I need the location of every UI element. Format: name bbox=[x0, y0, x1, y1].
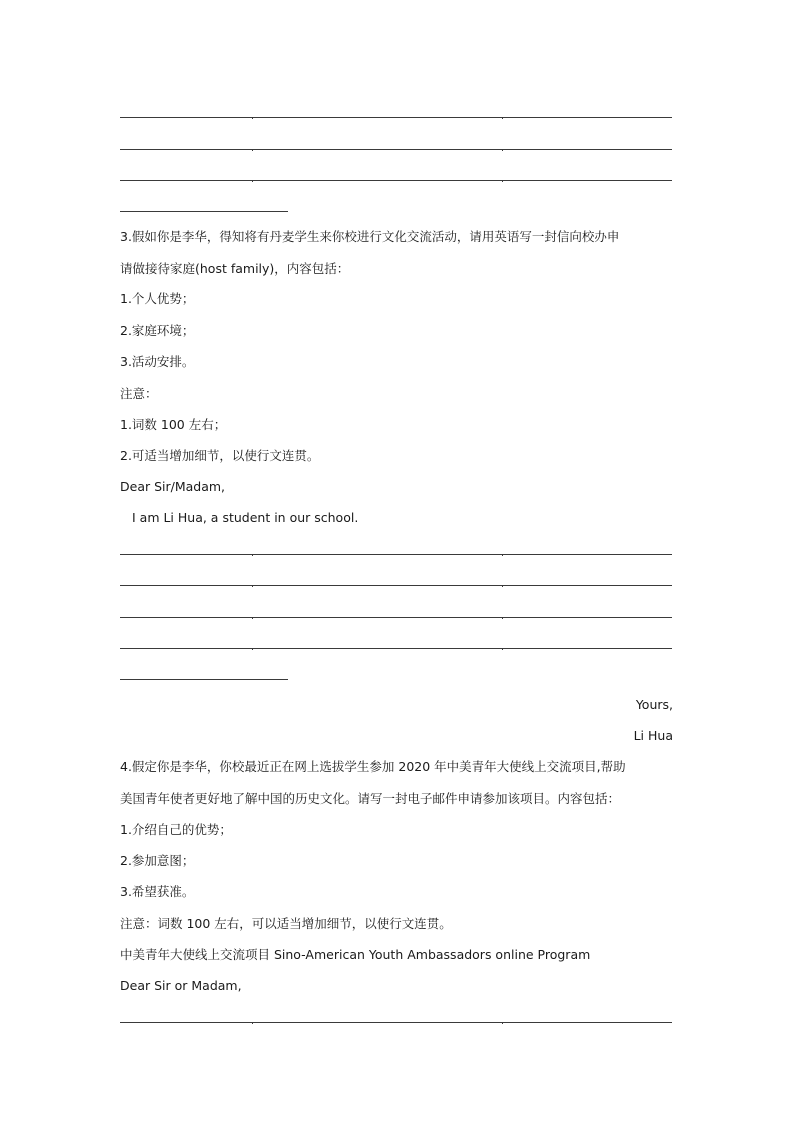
q4-program-name: 中美青年大使线上交流项目 Sino-American Youth Ambassadors online Program bbox=[120, 947, 591, 962]
q3-opening-sentence: I am Li Hua, a student in our school. bbox=[132, 510, 359, 525]
q4-note: 注意：词数 100 左右，可以适当增加细节，以使行文连贯。 bbox=[120, 916, 452, 931]
q4-content-item-2: 2.参加意图； bbox=[120, 853, 195, 868]
writing-line bbox=[120, 648, 672, 649]
q3-prompt-line2: 请做接待家庭(host family)，内容包括： bbox=[120, 261, 350, 276]
writing-line bbox=[120, 180, 672, 181]
q4-prompt-line1: 4.假定你是李华，你校最近正在网上选拔学生参加 2020 年中美青年大使线上交流项目,帮助 bbox=[120, 759, 626, 774]
writing-line-short bbox=[120, 679, 288, 680]
writing-line bbox=[120, 617, 672, 618]
q4-salutation: Dear Sir or Madam, bbox=[120, 978, 242, 993]
q3-content-item-1: 1.个人优势； bbox=[120, 291, 195, 306]
q3-note-2: 2.可适当增加细节，以使行文连贯。 bbox=[120, 448, 320, 463]
writing-line bbox=[120, 1022, 672, 1023]
q3-note-label: 注意： bbox=[120, 386, 158, 401]
writing-line bbox=[120, 149, 672, 150]
q4-content-item-1: 1.介绍自己的优势； bbox=[120, 822, 232, 837]
q3-note-1: 1.词数 100 左右； bbox=[120, 417, 227, 432]
q3-content-item-3: 3.活动安排。 bbox=[120, 354, 195, 369]
q4-content-item-3: 3.希望获准。 bbox=[120, 884, 195, 899]
q3-salutation: Dear Sir/Madam, bbox=[120, 479, 226, 494]
writing-line bbox=[120, 554, 672, 555]
writing-line-short bbox=[120, 211, 288, 212]
q3-prompt-line1: 3.假如你是李华，得知将有丹麦学生来你校进行文化交流活动，请用英语写一封信向校办申 bbox=[120, 229, 620, 244]
writing-line bbox=[120, 117, 672, 118]
q3-signature: Li Hua bbox=[633, 728, 673, 743]
q3-content-item-2: 2.家庭环境； bbox=[120, 323, 195, 338]
q4-prompt-line2: 美国青年使者更好地了解中国的历史文化。请写一封电子邮件申请参加该项目。内容包括： bbox=[120, 791, 621, 806]
q3-closing: Yours, bbox=[635, 697, 673, 712]
writing-line bbox=[120, 585, 672, 586]
